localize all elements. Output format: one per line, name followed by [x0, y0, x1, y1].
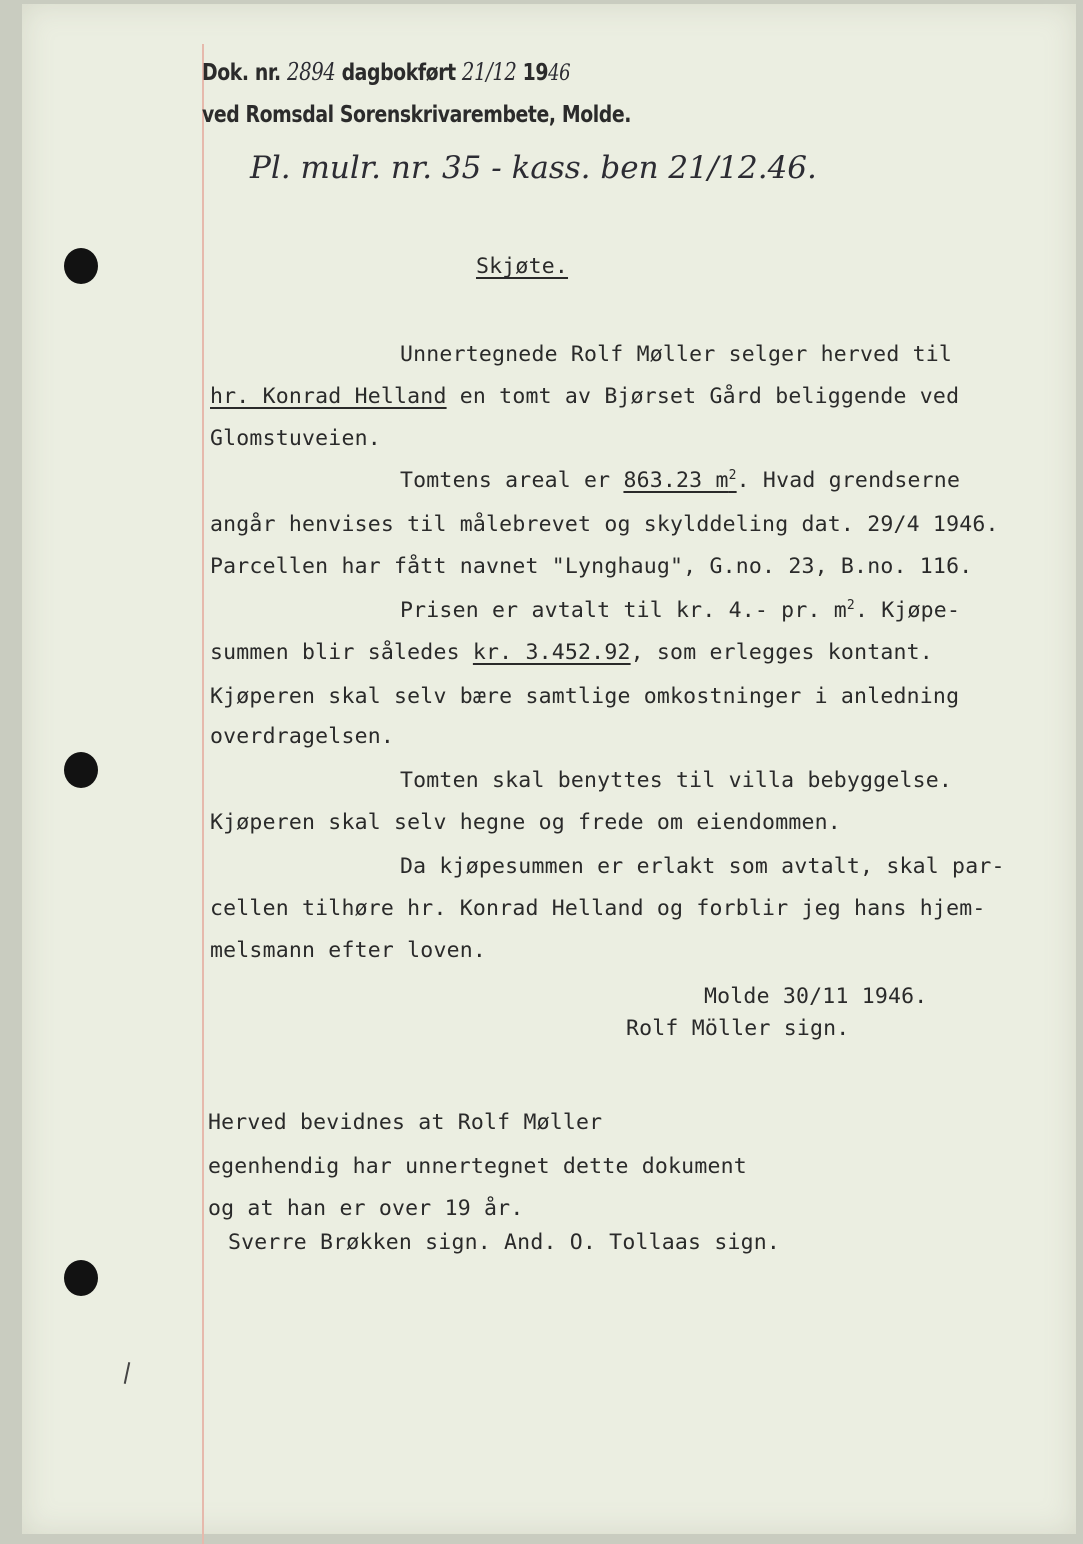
p1-line2-rest: en tomt av Bjørset Gård beliggende ved [446, 384, 960, 409]
p2-line1 [400, 468, 960, 493]
p4-line1: Tomten skal benyttes til villa bebyggelse. [400, 768, 953, 793]
p2-line3: Parcellen har fått navnet "Lynghaug", G.no. 23, B.no. 116. [210, 554, 973, 579]
registration-stamp-office: ved Romsdal Sorenskrivarembete, Molde. [202, 102, 632, 128]
p3-line2-b: , som erlegges kontant. [630, 640, 933, 665]
punch-hole-bottom [64, 1260, 98, 1296]
dok-label: Dok. nr. [202, 60, 281, 86]
p1-line2 [210, 384, 959, 409]
p2-line2: angår henvises til målebrevet og skylddeling dat. 29/4 1946. [210, 512, 999, 537]
witness-line1: Herved bevidnes at Rolf Møller [208, 1110, 603, 1135]
dok-number: 2894 [286, 58, 336, 86]
p5-line1: Da kjøpesummen er erlakt som avtalt, skal par- [400, 854, 1005, 879]
margin-line [202, 44, 204, 1544]
p4-line2: Kjøperen skal selv hegne og frede om eiendommen. [210, 810, 841, 835]
year-suffix: 46 [548, 61, 571, 86]
p1-line1: Unnertegnede Rolf Møller selger herved til [400, 342, 953, 367]
document-page [22, 4, 1076, 1534]
area-value [623, 468, 736, 493]
p5-line3: melsmann efter loven. [210, 938, 487, 963]
p3-line2-a: summen blir således [210, 640, 473, 665]
p3-line1 [400, 598, 960, 623]
place-date: Molde 30/11 1946. [704, 984, 928, 1009]
witness-line3: og at han er over 19 år. [208, 1196, 524, 1221]
witness-line2: egenhendig har unnertegnet dette dokument [208, 1154, 747, 1179]
p3-line3: Kjøperen skal selv bære samtlige omkostninger i anledning [210, 684, 960, 709]
p2-line1-b: . Hvad grendserne [736, 468, 961, 494]
p5-line2: cellen tilhøre hr. Konrad Helland og forblir jeg hans hjem- [210, 896, 986, 921]
price-value: kr. 3.452.92 [472, 640, 631, 665]
p2-line1-a: Tomtens areal er [400, 468, 624, 494]
area-number: 863.23 m [623, 468, 729, 494]
p3-line4: overdragelsen. [210, 724, 395, 749]
p3-line2 [210, 640, 933, 665]
seller-signature: Rolf Möller sign. [626, 1016, 850, 1041]
punch-hole-middle [64, 752, 98, 788]
registration-stamp-line1 [202, 58, 570, 86]
p1-line3: Glomstuveien. [210, 426, 381, 451]
buyer-name: hr. Konrad Helland [210, 384, 447, 409]
witness-signatures: Sverre Brøkken sign. And. O. Tollaas sign. [228, 1230, 781, 1255]
p3-line1-a: Prisen er avtalt til kr. 4.- pr. m [400, 598, 847, 624]
p3-sup: 2 [846, 598, 855, 613]
handwritten-note: Pl. mulr. nr. 35 - kass. ben 21/12.46. [250, 150, 817, 186]
year-prefix: 19 [522, 60, 549, 86]
area-sup: 2 [728, 468, 737, 483]
punch-hole-top [64, 248, 98, 284]
p3-line1-b: . Kjøpe- [854, 598, 961, 624]
pen-mark [124, 1362, 131, 1384]
document-title: Skjøte. [476, 254, 569, 279]
dagbokfort-label: dagbokført [341, 60, 456, 86]
dagbokfort-date: 21/12 [461, 58, 517, 86]
